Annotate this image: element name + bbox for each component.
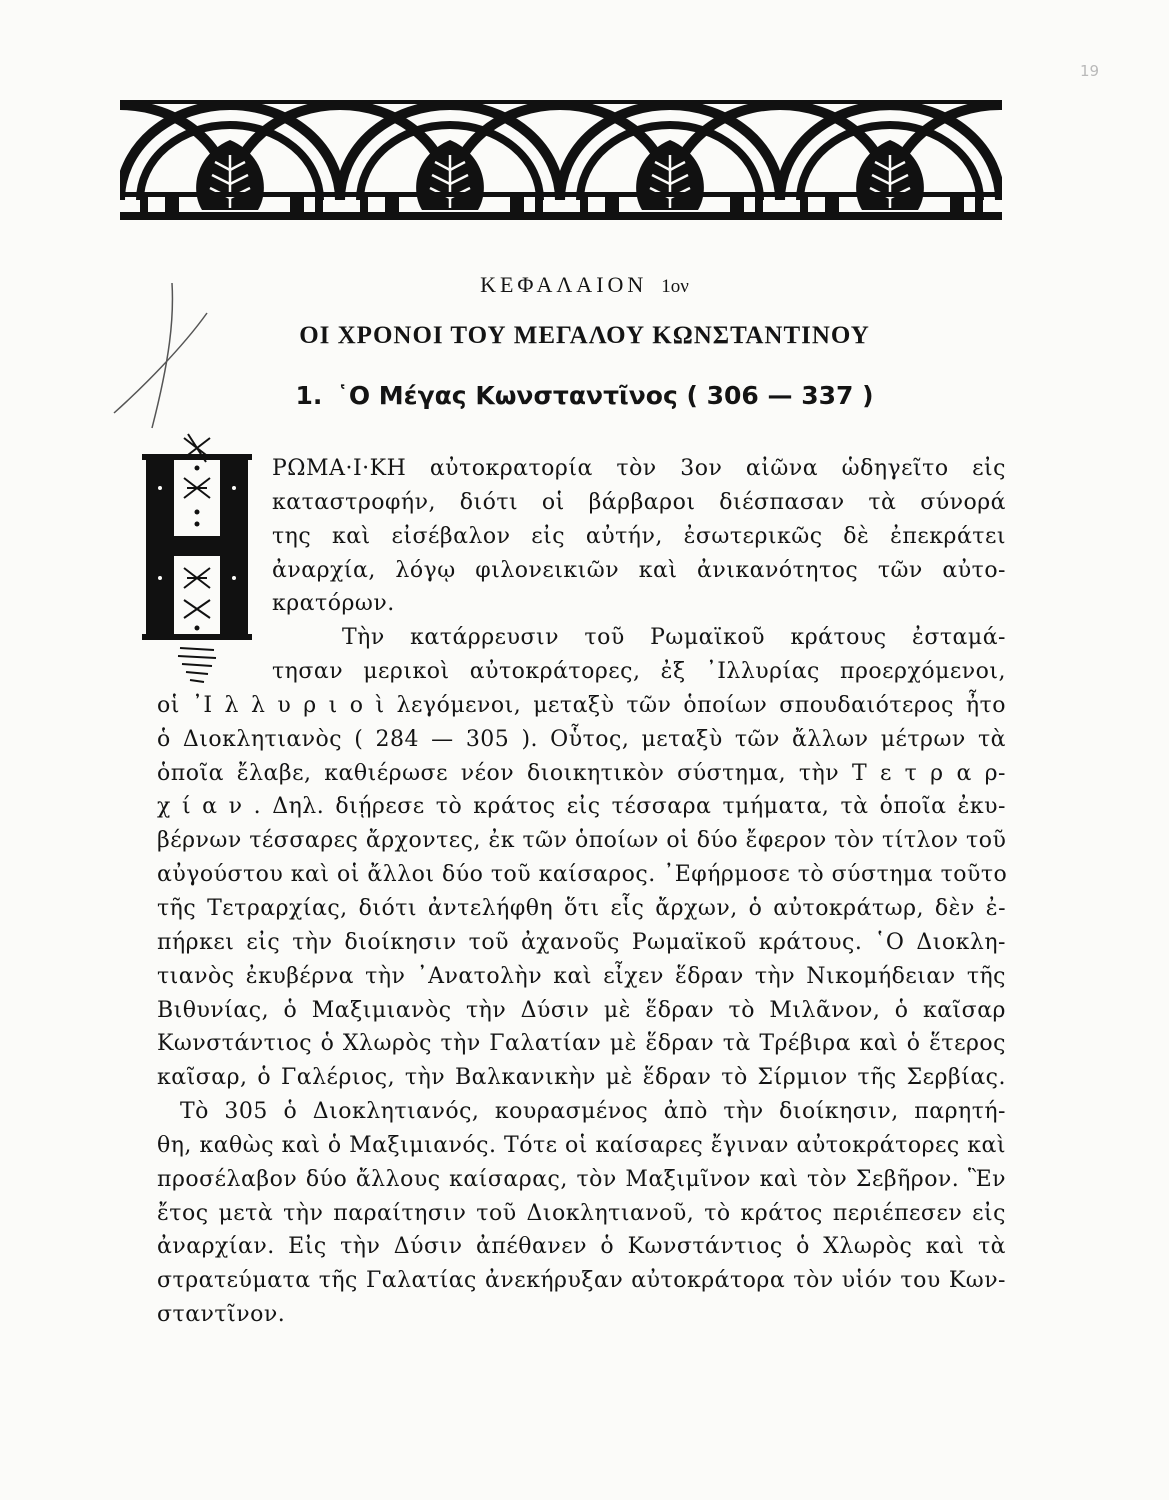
text-line: ἀναρχίαν. Εἰς τὴν Δύσιν ἀπέθανεν ὁ Κωνστάντιος ὁ Χλωρὸς καὶ τὰ <box>157 1234 1006 1260</box>
text-line: θη, καθὼς καὶ ὁ Μαξιμιανός. Τότε οἱ καίσαρες ἔγιναν αὐτοκράτορες καὶ <box>157 1132 1006 1158</box>
text-line: τῆς Τετραρχίας, διότι ἀντελήφθη ὅτι εἷς ἄρχων, ὁ αὐτοκράτωρ, δὲν ἐ- <box>157 895 1006 921</box>
text-line: Βιθυνίας, ὁ Μαξιμιανὸς τὴν Δύσιν μὲ ἕδραν τὸ Μιλᾶνον, ὁ καῖσαρ <box>157 997 1006 1023</box>
body-text <box>157 452 1006 1332</box>
chapter-label <box>0 272 1169 298</box>
pencil-annotation-mark <box>112 278 212 438</box>
decorative-arch-banner <box>120 100 1002 220</box>
text-line: οἱ ᾽Ι λ λ υ ρ ι ο ὶ λεγόμενοι, μεταξὺ τῶν ὁποίων σπουδαιότερος ἦτο <box>157 692 1006 718</box>
text-line: Τὸ 305 ὁ Διοκλητιανός, κουρασμένος ἀπὸ τὴν διοίκησιν, παρητή- <box>180 1099 1006 1125</box>
text-line: σταντῖνον. <box>157 1302 286 1328</box>
text-line: της καὶ εἰσέβαλον εἰς αὐτήν, ἐσωτερικῶς δὲ ἐπεκράτει <box>272 523 1006 549</box>
text-line: κρατόρων. <box>272 591 395 617</box>
section-heading <box>0 381 1169 410</box>
text-line: τιανὸς ἐκυβέρνα τὴν ᾽Ανατολὴν καὶ εἶχεν ἕδραν τὴν Νικομήδειαν τῆς <box>157 963 1006 989</box>
chapter-title: ΟΙ ΧΡΟΝΟΙ ΤΟΥ ΜΕΓΑΛΟΥ ΚΩΝΣΤΑΝΤΙΝΟΥ <box>299 322 870 349</box>
chapter-word: ΚΕΦΑΛΑΙΟΝ <box>480 272 648 297</box>
text-line: Κωνστάντιος ὁ Χλωρὸς τὴν Γαλατίαν μὲ ἕδραν τὰ Τρέβιρα καὶ ὁ ἕτερος <box>157 1031 1006 1057</box>
text-line: βέρνων τέσσαρες ἄρχοντες, ἐκ τῶν ὁποίων οἱ δύο ἔφερον τὸν τίτλον τοῦ <box>157 828 1007 854</box>
section-title: ῾Ο Μέγας Κωνσταντῖνος ( 306 — 337 ) <box>336 381 874 410</box>
text-line: Τὴν κατάρρευσιν τοῦ Ρωμαϊκοῦ κράτους ἐσταμά- <box>342 625 1006 651</box>
text-line: χ ί α ν . Δηλ. διῄρεσε τὸ κράτος εἰς τέσσαρα τμήματα, τὰ ὁποῖα ἐκυ- <box>157 794 1006 820</box>
text-line: ὁποῖα ἔλαβε, καθιέρωσε νέον διοικητικὸν σύστημα, τὴν Τ ε τ ρ α ρ- <box>157 760 1006 786</box>
page-number: 19 <box>1080 62 1100 80</box>
text-line: τησαν μερικοὶ αὐτοκράτορες, ἐξ ᾽Ιλλυρίας προερχόμενοι, <box>272 659 1006 685</box>
text-line: ΡΩΜΑ·Ι·ΚΗ αὐτοκρατορία τὸν 3ον αἰῶνα ὡδηγεῖτο εἰς <box>272 456 1006 481</box>
chapter-number: 1ον <box>661 276 689 297</box>
section-number: 1. <box>295 381 323 410</box>
text-line: καῖσαρ, ὁ Γαλέριος, τὴν Βαλκανικὴν μὲ ἕδραν τὸ Σίρμιον τῆς Σερβίας. <box>157 1065 1006 1091</box>
text-line: καταστροφήν, διότι οἱ βάρβαροι διέσπασαν τὰ σύνορά <box>272 489 1006 515</box>
text-line: πήρκει εἰς τὴν διοίκησιν τοῦ ἀχανοῦς Ρωμαϊκοῦ κράτους. ῾Ο Διοκλη- <box>157 929 1006 955</box>
text-line: ἔτος μετὰ τὴν παραίτησιν τοῦ Διοκλητιανοῦ, τὸ κράτος περιέπεσεν εἰς <box>157 1200 1006 1226</box>
text-line: ὁ Διοκλητιανὸς ( 284 — 305 ). Οὗτος, μεταξὺ τῶν ἄλλων μέτρων τὰ <box>157 726 1006 752</box>
text-line: προσέλαβον δύο ἄλλους καίσαρας, τὸν Μαξιμῖνον καὶ τὸν Σεβῆρον. Ἓν <box>157 1166 1006 1192</box>
text-line: ἀναρχία, λόγῳ φιλονεικιῶν καὶ ἀνικανότητος τῶν αὐτο- <box>272 557 1006 583</box>
text-line: στρατεύματα τῆς Γαλατίας ἀνεκήρυξαν αὐτοκράτορα τὸν υἱόν του Κων- <box>157 1268 1006 1294</box>
text-line: αὐγούστου καὶ οἱ ἄλλοι δύο τοῦ καίσαρος. ᾽Εφήρμοσε τὸ σύστημα τοῦτο <box>157 862 1008 888</box>
